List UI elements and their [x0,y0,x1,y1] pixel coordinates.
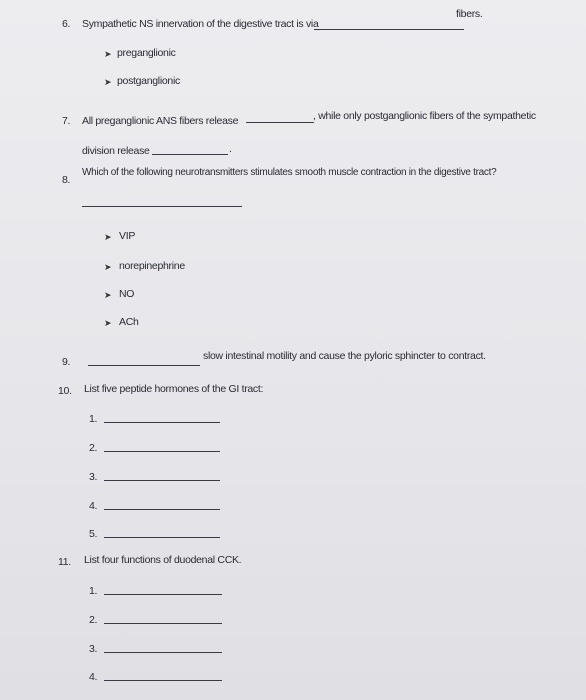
q6-text: Sympathetic NS innervation of the digestive tract is via [82,18,319,30]
q11-blank-2[interactable] [104,623,222,624]
q7-tail: . [229,143,232,155]
q11-text: List four functions of duodenal CCK. [84,554,242,566]
q6-option-2: postganglionic [117,75,180,87]
q8-option-1: VIP [119,230,136,242]
q11-blank-1[interactable] [104,594,222,595]
q7-text-b: , while only postganglionic fibers of the sympathetic [313,110,536,122]
q10-blank-1[interactable] [104,422,220,423]
arrowhead-icon: ➤ [104,318,112,328]
q6-answer-blank[interactable] [314,29,464,30]
q6-tail: fibers. [456,8,483,20]
q7-text-c: division release [82,145,150,157]
q8-option-2: norepinephrine [119,260,185,272]
q10-text: List five peptide hormones of the GI tract: [84,383,264,395]
q7-answer-blank-2[interactable] [152,154,228,155]
q10-number: 10. [58,385,72,397]
q11-number: 11. [58,556,71,568]
q6-number: 6. [62,18,71,30]
q9-text: slow intestinal motility and cause the pyloric sphincter to contract. [203,350,486,362]
q8-number: 8. [62,174,71,186]
q10-blank-3[interactable] [104,480,220,481]
q8-option-4: ACh [119,316,139,328]
q10-item-5: 5. [89,528,98,540]
q10-item-1: 1. [89,413,98,425]
q10-item-3: 3. [89,471,98,483]
q11-blank-4[interactable] [104,680,222,681]
q10-blank-4[interactable] [104,509,220,510]
q11-item-4: 4. [89,671,98,683]
q8-answer-blank[interactable] [82,206,242,207]
q7-number: 7. [62,115,71,127]
q11-item-2: 2. [89,614,98,626]
q8-option-3: NO [119,288,135,300]
q10-item-2: 2. [89,442,98,454]
arrowhead-icon: ➤ [104,262,112,272]
q11-item-3: 3. [89,643,98,655]
q10-blank-2[interactable] [104,451,220,452]
q10-item-4: 4. [89,500,98,512]
q7-answer-blank-1[interactable] [246,122,314,123]
q7-text-a: All preganglionic ANS fibers release [82,115,239,127]
q9-answer-blank[interactable] [88,365,200,366]
arrowhead-icon: ➤ [104,232,112,242]
q8-text: Which of the following neurotransmitters stimulates smooth muscle contraction in the digestive tract? [82,167,497,178]
q6-option-1: preganglionic [117,47,176,59]
q10-blank-5[interactable] [104,537,220,538]
arrowhead-icon: ➤ [104,77,112,87]
arrowhead-icon: ➤ [104,290,112,300]
q11-item-1: 1. [89,585,98,597]
q11-blank-3[interactable] [104,652,222,653]
q9-number: 9. [62,356,71,368]
arrowhead-icon: ➤ [104,49,112,59]
